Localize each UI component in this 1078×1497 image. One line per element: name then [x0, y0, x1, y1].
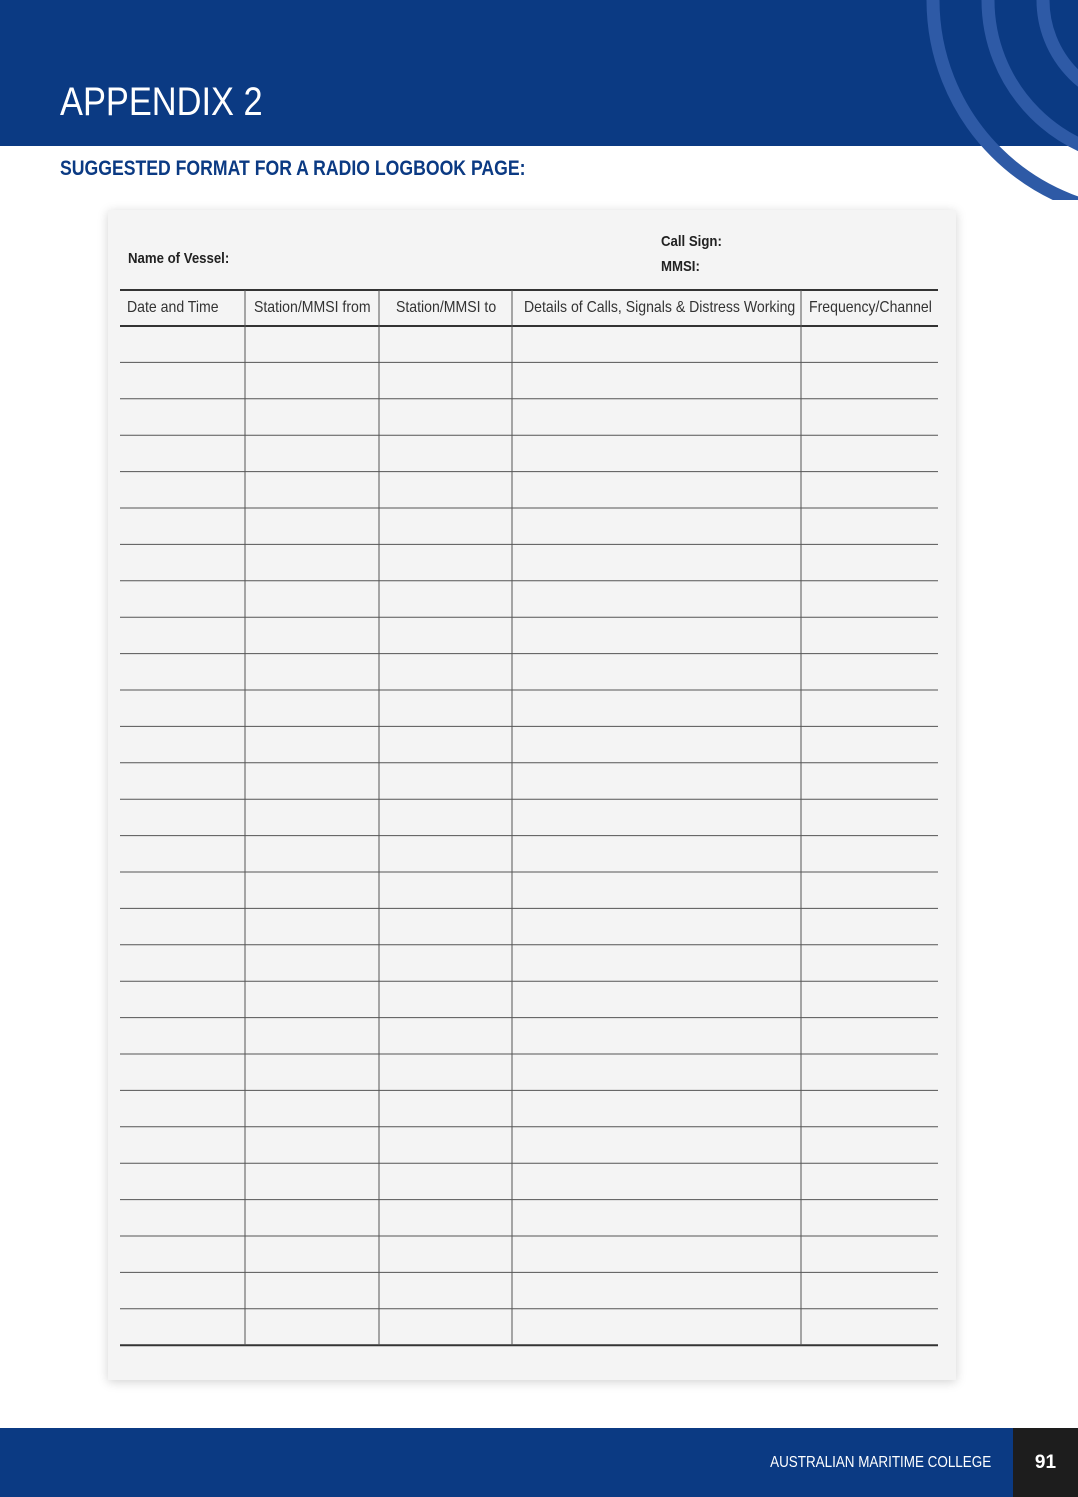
arc-middle [988, 0, 1078, 160]
mmsi-label: MMSI: [661, 258, 700, 275]
arc-inner [1043, 0, 1078, 105]
vessel-name-label: Name of Vessel: [128, 250, 230, 267]
column-header-station-from: Station/MMSI from [254, 299, 371, 316]
page-subtitle: SUGGESTED FORMAT FOR A RADIO LOGBOOK PAGE: [60, 157, 526, 180]
column-header-date-time: Date and Time [127, 299, 219, 316]
logbook-card [108, 210, 956, 1380]
call-sign-label: Call Sign: [661, 233, 722, 250]
page-title: APPENDIX 2 [60, 80, 263, 124]
page-number-box [1013, 1428, 1078, 1497]
footer-band [0, 1428, 1013, 1497]
column-header-details: Details of Calls, Signals & Distress Working [524, 299, 796, 316]
footer-organisation: AUSTRALIAN MARITIME COLLEGE [769, 1454, 991, 1471]
column-header-station-to: Station/MMSI to [396, 299, 497, 316]
column-header-frequency: Frequency/Channel [809, 299, 932, 316]
page-number: 91 [1034, 1452, 1057, 1473]
logbook-grid [108, 210, 956, 1380]
arc-outer [933, 0, 1078, 200]
